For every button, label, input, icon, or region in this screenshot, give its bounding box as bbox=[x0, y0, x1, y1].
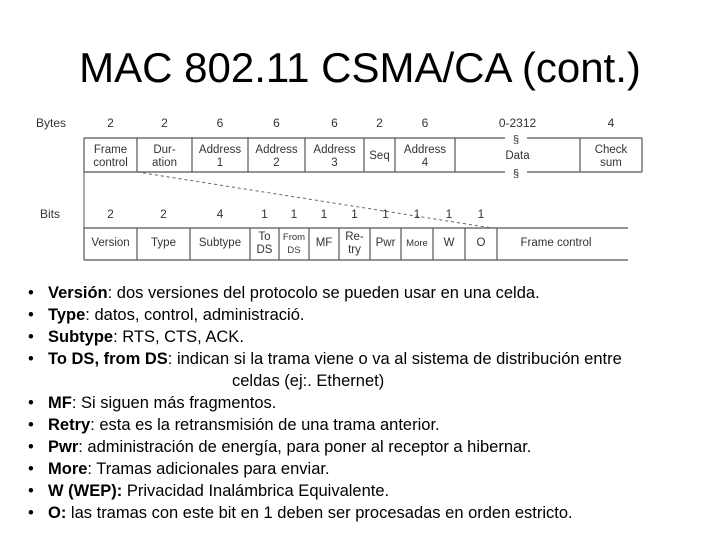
bullet-item bbox=[28, 326, 708, 348]
bullet-dot: • bbox=[28, 482, 34, 500]
bit-field-label: Type bbox=[151, 237, 176, 249]
bullet-item bbox=[28, 502, 708, 524]
bullet-item bbox=[28, 414, 708, 436]
bullet-term: More bbox=[48, 460, 88, 478]
bullet-dot: • bbox=[28, 438, 34, 456]
byte-count: 6 bbox=[216, 116, 224, 130]
byte-field-label: Address bbox=[403, 144, 447, 156]
bullet-text: : dos versiones del protocolo se pueden usar en una celda. bbox=[107, 284, 540, 302]
bullet-item bbox=[28, 282, 708, 304]
bit-field-label: O bbox=[476, 237, 486, 249]
byte-field-label: 3 bbox=[331, 157, 338, 169]
byte-field-label: Address bbox=[313, 144, 356, 156]
bit-field-label: try bbox=[348, 244, 361, 256]
byte-count: 2 bbox=[376, 116, 383, 130]
bullet-dot: • bbox=[28, 416, 34, 434]
byte-field-label: Data bbox=[505, 150, 530, 162]
bullet-dot: • bbox=[28, 284, 34, 302]
bullet-item bbox=[28, 304, 708, 326]
byte-count: 6 bbox=[421, 116, 429, 130]
bullet-term: Subtype bbox=[48, 328, 114, 346]
bullet-item bbox=[28, 436, 708, 458]
byte-count: 2 bbox=[161, 116, 168, 130]
bit-field-label: MF bbox=[315, 237, 333, 249]
byte-field-label: ation bbox=[152, 157, 177, 169]
bullet-dot: • bbox=[28, 328, 34, 346]
bullet-term: Pwr bbox=[48, 438, 79, 456]
bullet-dot: • bbox=[28, 504, 34, 522]
bullet-term: Type bbox=[48, 306, 86, 324]
bit-count: 1 bbox=[382, 207, 389, 221]
byte-count: 6 bbox=[331, 116, 338, 130]
byte-count: 0-2312 bbox=[498, 116, 537, 130]
bullet-term: To DS, from DS bbox=[48, 350, 168, 368]
byte-field-label: 4 bbox=[421, 157, 429, 169]
bit-field-label: DS bbox=[256, 244, 273, 256]
bit-count: 1 bbox=[413, 207, 421, 221]
bullet-text: : Tramas adicionales para enviar. bbox=[87, 460, 330, 478]
bullet-text: las tramas con este bit en 1 deben ser procesadas en orden estricto. bbox=[66, 504, 573, 522]
byte-count: 4 bbox=[607, 116, 615, 130]
bullet-dot: • bbox=[28, 350, 34, 368]
bit-count: 1 bbox=[445, 207, 453, 221]
bullet-term: MF bbox=[48, 394, 72, 412]
bullet-dot: • bbox=[28, 394, 34, 412]
byte-field-label: Check bbox=[594, 144, 628, 156]
bullet-item bbox=[28, 392, 708, 414]
bytes-label: Bytes bbox=[36, 116, 67, 130]
bullet-term: O: bbox=[48, 504, 67, 522]
bullet-term: W (WEP): bbox=[48, 482, 123, 500]
frame-control-caption: Frame control bbox=[520, 237, 592, 249]
byte-field-label: Dur- bbox=[153, 144, 176, 156]
bullet-dot: • bbox=[28, 460, 34, 478]
bullet-text: : RTS, CTS, ACK. bbox=[113, 328, 244, 346]
bits-label: Bits bbox=[40, 207, 61, 221]
bit-field-label: To bbox=[258, 231, 271, 243]
bit-field-label: Pwr bbox=[375, 237, 396, 249]
bit-field-label: W bbox=[443, 237, 455, 249]
bit-count: 1 bbox=[290, 207, 298, 221]
byte-count: 6 bbox=[273, 116, 280, 130]
byte-field-label: Frame bbox=[93, 144, 128, 156]
slide-title: MAC 802.11 CSMA/CA (cont.) bbox=[79, 44, 641, 91]
bit-field-label: Re- bbox=[345, 231, 364, 243]
bullet-list bbox=[28, 282, 708, 524]
byte-field-label: 1 bbox=[216, 157, 224, 169]
expansion-line bbox=[137, 172, 492, 228]
bit-count: 4 bbox=[216, 207, 224, 221]
break-mark: § bbox=[512, 168, 520, 180]
bullet-term: Retry bbox=[48, 416, 91, 434]
bit-count: 1 bbox=[351, 207, 358, 221]
bullet-text: Privacidad Inalámbrica Equivalente. bbox=[122, 482, 390, 500]
bullet-text: : Si siguen más fragmentos. bbox=[71, 394, 277, 412]
bit-field-label: Version bbox=[91, 237, 130, 249]
byte-field-label: sum bbox=[600, 157, 622, 169]
bullet-item bbox=[28, 458, 708, 480]
bullet-continuation: celdas (ej:. Ethernet) bbox=[232, 372, 385, 390]
bit-count: 1 bbox=[261, 207, 268, 221]
break-mark: § bbox=[512, 134, 520, 146]
bit-count: 2 bbox=[107, 207, 114, 221]
bullet-text: : esta es la retransmisión de una trama anterior. bbox=[90, 416, 440, 434]
bullet-text: : datos, control, administració. bbox=[85, 306, 305, 324]
byte-field-label: Seq bbox=[369, 150, 390, 162]
byte-count: 2 bbox=[107, 116, 114, 130]
bit-count: 1 bbox=[477, 207, 485, 221]
bit-field-label: DS bbox=[287, 245, 301, 256]
bullet-text: : administración de energía, para poner al receptor a hibernar. bbox=[78, 438, 532, 456]
byte-field-label: 2 bbox=[273, 157, 280, 169]
byte-field-label: Address bbox=[198, 144, 242, 156]
bit-field-label: From bbox=[282, 232, 306, 243]
bullet-text: : indican si la trama viene o va al sistema de distribución entre bbox=[167, 350, 622, 368]
bullet-item bbox=[28, 348, 708, 370]
bullet-dot: • bbox=[28, 306, 34, 324]
byte-field-label: Address bbox=[255, 144, 298, 156]
bullet-term: Versión bbox=[48, 284, 108, 302]
byte-field-label: control bbox=[93, 157, 128, 169]
bit-field-label: Subtype bbox=[198, 237, 242, 249]
bit-field-label: More bbox=[406, 238, 428, 249]
bit-count: 1 bbox=[320, 207, 328, 221]
bullet-item bbox=[28, 480, 708, 502]
bit-count: 2 bbox=[160, 207, 167, 221]
